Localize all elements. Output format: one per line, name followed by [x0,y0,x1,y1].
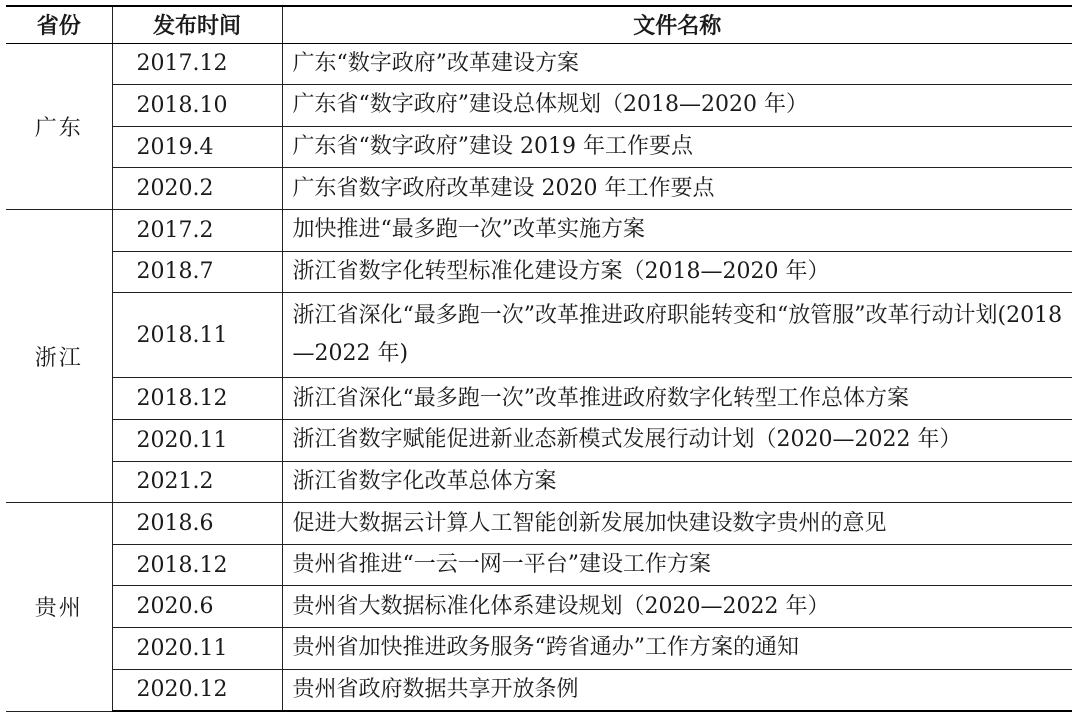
table-row [6,378,1072,420]
date-cell: 2020.6 [112,586,282,628]
document-name-cell: 浙江省深化“最多跑一次”改革推进政府数字化转型工作总体方案 [282,378,1072,420]
table-row [6,43,1072,85]
document-name-cell: 贵州省推进“一云一网一平台”建设工作方案 [282,544,1072,586]
document-name-cell: 贵州省大数据标准化体系建设规划（2020—2022 年） [282,586,1072,628]
document-name-cell: 贵州省加快推进政务服务“跨省通办”工作方案的通知 [282,628,1072,670]
date-cell: 2021.2 [112,461,282,503]
table-row [6,251,1072,293]
document-name-cell: 贵州省政府数据共享开放条例 [282,669,1072,711]
table-row [6,85,1072,127]
table-row [6,126,1072,168]
date-cell: 2020.11 [112,628,282,670]
document-name-cell: 广东“数字政府”改革建设方案 [282,43,1072,85]
document-name-cell: 广东省“数字政府”建设总体规划（2018—2020 年） [282,85,1072,127]
header-row [6,6,1072,43]
date-cell: 2020.11 [112,420,282,462]
date-cell: 2018.7 [112,251,282,293]
table-row [6,293,1072,378]
header-document-name: 文件名称 [282,6,1072,43]
date-cell: 2018.12 [112,544,282,586]
table-row [6,544,1072,586]
table-row [6,503,1072,545]
document-name-cell: 浙江省数字化改革总体方案 [282,461,1072,503]
date-cell: 2018.10 [112,85,282,127]
document-name-cell: 广东省数字政府改革建设 2020 年工作要点 [282,168,1072,210]
document-name-cell: 促进大数据云计算人工智能创新发展加快建设数字贵州的意见 [282,503,1072,545]
document-name-cell: 浙江省数字赋能促进新业态新模式发展行动计划（2020—2022 年） [282,420,1072,462]
policy-documents-table [6,5,1072,712]
date-cell: 2017.2 [112,209,282,251]
province-cell: 广东 [6,43,112,209]
table-row [6,669,1072,711]
table-row [6,461,1072,503]
table-row [6,628,1072,670]
date-cell: 2018.6 [112,503,282,545]
date-cell: 2020.12 [112,669,282,711]
table-row [6,209,1072,251]
table-row [6,586,1072,628]
province-cell: 贵州 [6,503,112,711]
date-cell: 2018.11 [112,293,282,378]
document-name-cell: 浙江省数字化转型标准化建设方案（2018—2020 年） [282,251,1072,293]
header-province: 省份 [6,6,112,43]
province-cell: 浙江 [6,209,112,502]
date-cell: 2020.2 [112,168,282,210]
date-cell: 2018.12 [112,378,282,420]
document-name-cell: 广东省“数字政府”建设 2019 年工作要点 [282,126,1072,168]
date-cell: 2017.12 [112,43,282,85]
document-name-cell: 浙江省深化“最多跑一次”改革推进政府职能转变和“放管服”改革行动计划(2018—2022 年) [282,293,1072,378]
table-row [6,420,1072,462]
header-date: 发布时间 [112,6,282,43]
table-row [6,168,1072,210]
date-cell: 2019.4 [112,126,282,168]
document-name-cell: 加快推进“最多跑一次”改革实施方案 [282,209,1072,251]
